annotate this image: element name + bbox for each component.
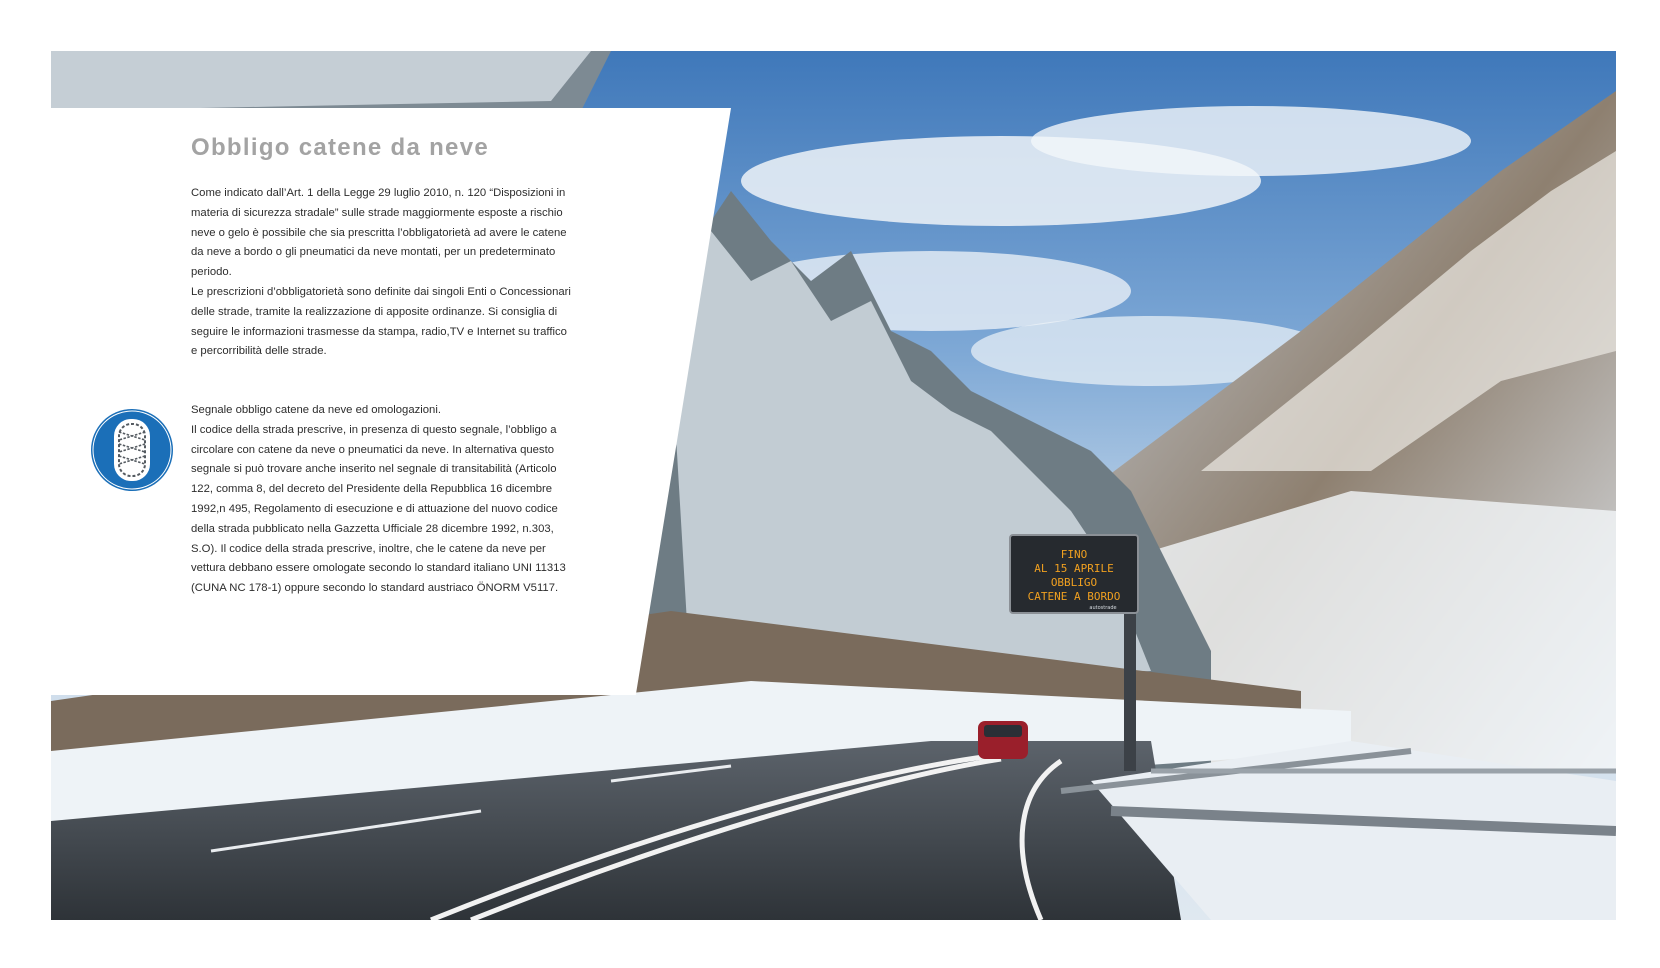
display-brand: autostrade [1089, 605, 1117, 611]
display-line-2: AL 15 APRILE [1034, 562, 1114, 575]
page-title: Obbligo catene da neve [191, 134, 490, 161]
display-line-1: FINO [1060, 548, 1088, 561]
sign-description-paragraph: Segnale obbligo catene da neve ed omologazioni. Il codice della strada prescrive, in presenza di questo segnale, l’obbligo a circolare con catene da neve o pneumatici da neve. In alternativa questo segnale si può trovare anche inserito nel segnale di transitabilità (Articolo 122, comma 8, del decreto del Presidente della Repubblica 16 dicembre 1992,n 495, Regolamento di esecuzione e di attuazione del nuovo codice della strada pubblicato nella Gazzetta Ufficiale 28 dicembre 1992, n.303, S.O). Il codice della strada prescrive, inoltre, che le catene da neve per vettura debbano essere omologate secondo lo standard italiano UNI 11313 (CUNA NC 178-1) oppure secondo lo standard austriaco ÖNORM V5117. [191, 404, 566, 595]
display-line-4: CATENE A BORDO [1027, 590, 1121, 603]
intro-paragraph: Come indicato dall’Art. 1 della Legge 29 luglio 2010, n. 120 “Disposizioni in materia di sicurezza stradale” sulle strade maggiormente esposte a rischio neve o gelo è possibile che sia prescritta l’obbligatorietà ad avere le catene da neve a bordo o gli pneumatici da neve montati, per un predeterminato periodo. Le prescrizioni d’obbligatorietà sono definite dai singoli Enti o Concessionari delle strade, tramite la realizzazione di apposite ordinanze. Si consiglia di seguire le informazioni trasmesse da stampa, radio,TV e Internet su traffico e percorribilità delle strade. [191, 187, 571, 358]
snow-chains-mandatory-sign-icon [88, 406, 176, 494]
display-line-3: OBBLIGO [1050, 576, 1098, 589]
